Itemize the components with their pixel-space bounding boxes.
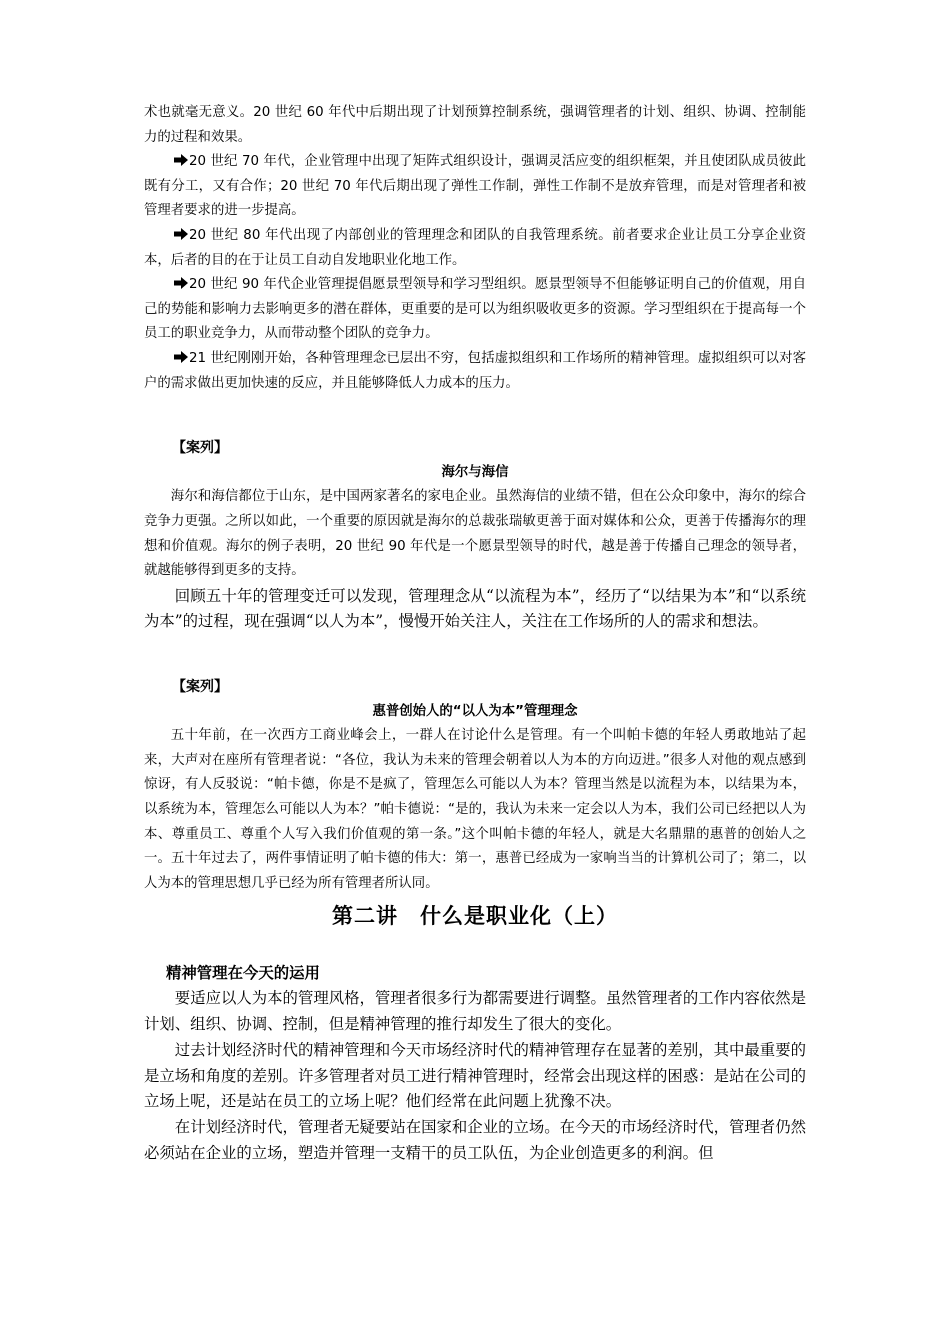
review-paragraph: 回顾五十年的管理变迁可以发现，管理理念从“以流程为本”，经历了“以结果为本”和“以系统为本”的过程，现在强调“以人为本”，慢慢开始关注人，关注在工作场所的人的需求和想法。 — [144, 586, 806, 631]
case-title: 惠普创始人的“以人为本”管理理念 — [372, 703, 578, 719]
section-paragraph: 在计划经济时代，管理者无疑要站在国家和企业的立场。在今天的市场经济时代，管理者仍然必须站在企业的立场，塑造并管理一支精干的员工队伍，为企业创造更多的利润。但 — [144, 1117, 806, 1162]
arrow-right-icon — [174, 228, 188, 240]
section-paragraph: 要适应以人为本的管理风格，管理者很多行为都需要进行调整。虽然管理者的工作内容依然是计划、组织、协调、控制，但是精神管理的推行却发生了很大的变化。 — [144, 989, 806, 1034]
bullet-paragraph-1990s: 20 世纪 90 年代企业管理提倡愿景型领导和学习型组织。愿景型领导不但能够证明自己的价值观，用自己的势能和影响力去影响更多的潜在群体，更重要的是可以为组织吸收更多的资源。学习型组织在于提高每一个员工的职业竞争力，从而带动整个团队的竞争力。 — [144, 277, 806, 342]
lecture-title: 第二讲 什么是职业化（上） — [332, 904, 618, 929]
case-body: 海尔和海信都位于山东，是中国两家著名的家电企业。虽然海信的业绩不错，但在公众印象中，海尔的综合竞争力更强。之所以如此，一个重要的原因就是海尔的总裁张瑞敏更善于面对媒体和公众，更善于传播海尔的理想和价值观。海尔的例子表明，20 世纪 90 年代是一个愿景型领导的时代，越是善于传播自己理念的领导者，就越能够得到更多的支持。 — [144, 489, 806, 579]
case-body: 五十年前，在一次西方工商业峰会上，一群人在讨论什么是管理。有一个叫帕卡德的年轻人勇敢地站了起来，大声对在座所有管理者说：“各位，我认为未来的管理会朝着以人为本的方向迈进。”很多人对他的观点感到惊讶，有人反驳说：“帕卡德，你是不是疯了，管理怎么可能以人为本？管理当然是以流程为本，以结果为本，以系统为本，管理怎么可能以人为本？”帕卡德说：“是的，我认为未来一定会以人为本，我们公司已经把以人为本、尊重员工、尊重个人写入我们价值观的第一条。”这个叫帕卡德的年轻人，就是大名鼎鼎的惠普的创始人之一。五十年过去了，两件事情证明了帕卡德的伟大：第一，惠普已经成为一家响当当的计算机公司了；第二，以人为本的管理思想几乎已经为所有管理者所认同。 — [144, 728, 806, 891]
document-page — [144, 0, 806, 1166]
spacer — [144, 936, 806, 960]
bullet-paragraph-1970s: 20 世纪 70 年代，企业管理中出现了矩阵式组织设计，强调灵活应变的组织框架，并且使团队成员彼此既有分工，又有合作；20 世纪 70 年代后期出现了弹性工作制，弹性工作制不是放弃管理，而是对管理者和被管理者要求的进一步提高。 — [144, 154, 806, 219]
case-label: 【案列】 — [172, 440, 228, 457]
bullet-paragraph-21st-century: 21 世纪刚刚开始，各种管理理念已层出不穷，包括虚拟组织和工作场所的精神管理。虚拟组织可以对客户的需求做出更加快速的反应，并且能够降低人力成本的压力。 — [144, 350, 806, 391]
arrow-right-icon — [174, 351, 188, 363]
arrow-right-icon — [174, 154, 188, 166]
spacer — [144, 635, 806, 675]
arrow-right-icon — [174, 277, 188, 289]
paragraph-intro: 术也就毫无意义。20 世纪 60 年代中后期出现了计划预算控制系统，强调管理者的计划、组织、协调、控制能力的过程和效果。 — [144, 105, 806, 145]
section-paragraph: 过去计划经济时代的精神管理和今天市场经济时代的精神管理存在显著的差别，其中最重要的是立场和角度的差别。许多管理者对员工进行精神管理时，经常会出现这样的困惑：是站在公司的立场上呢，还是站在员工的立场上呢？他们经常在此问题上犹豫不决。 — [144, 1040, 806, 1111]
case-title: 海尔与海信 — [441, 464, 509, 480]
bullet-paragraph-1980s: 20 世纪 80 年代出现了内部创业的管理理念和团队的自我管理系统。前者要求企业让员工分享企业资本，后者的目的在于让员工自动自发地职业化地工作。 — [144, 227, 806, 268]
spacer — [144, 396, 806, 436]
top-margin — [144, 0, 806, 101]
case-label: 【案列】 — [172, 679, 228, 696]
section-heading: 精神管理在今天的运用 — [166, 964, 320, 983]
